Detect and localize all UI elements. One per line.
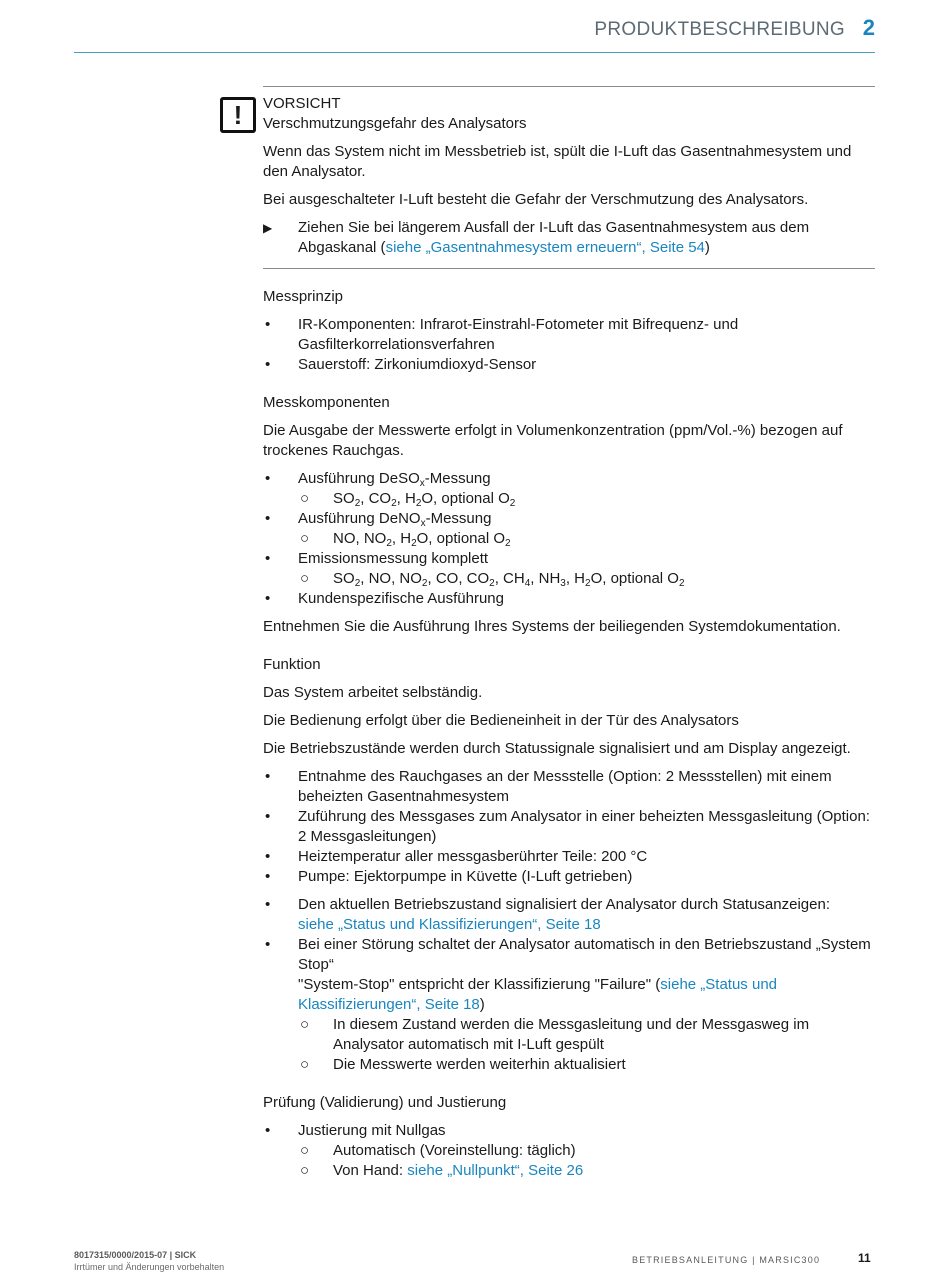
sub-list-item: ○ In diesem Zustand werden die Messgasleitung und der Messgasweg im Analysator automatisch mit I-Luft gespült	[300, 1016, 810, 1053]
paragraph: Entnehmen Sie die Ausführung Ihres Systems der beiliegenden Systemdokumentation.	[263, 618, 841, 635]
chapter-title: PRODUKTBESCHREIBUNG	[594, 19, 845, 40]
bullet-icon: •	[265, 896, 271, 913]
list-item: • Emissionsmessung komplett ○ $SO_2$, NO, $NO_2$, CO, $CO_2$, $CH_4$, $NH_3$, $H_2O$, optional $O_2$	[263, 549, 875, 589]
bullet-icon: •	[265, 768, 271, 785]
list-item: • IR-Komponenten: Infrarot-Einstrahl-Fotometer mit Bifrequenz- und Gasfilterkorrelationsverfahren	[265, 316, 739, 353]
footer-left	[74, 1249, 224, 1273]
bullet-icon: •	[265, 590, 271, 607]
sub-list-item: ○ Automatisch (Voreinstellung: täglich)	[300, 1142, 576, 1159]
funktion-status-list	[263, 895, 875, 1075]
circle-bullet-icon: ○	[300, 1016, 310, 1033]
list-item: • Bei einer Störung schaltet der Analysator automatisch in den Betriebszustand „System Stop“ "System-Stop" entspricht der Klassifizierung "Failure" (siehe „Status und Klassifizierungen“, Seite 18) ○ In diesem Zustand werden die Messgasleitung und der Messgasweg im Analysator automatisch mit I-Luft gespült ○ Die Messwerte werden weiterhin aktualisiert	[263, 935, 875, 1075]
paragraph: Die Bedienung erfolgt über die Bedieneinheit in der Tür des Analysators	[263, 712, 739, 729]
link-status-klassifizierungen[interactable]: siehe „Status und Klassifizierungen“, Seite 18	[298, 916, 601, 933]
page-header	[74, 16, 875, 53]
list-item: • Ausführung DeSO$_x$-Messung ○ $SO_2$, $CO_2$, $H_2O$, optional $O_2$	[263, 469, 875, 509]
bullet-icon: •	[265, 550, 271, 567]
link-status-klassifizierungen[interactable]: siehe „Status und Klassifizierungen“, Seite 18	[298, 976, 778, 1013]
list-item: • Pumpe: Ejektorpumpe in Küvette (I-Luft getrieben)	[265, 868, 633, 885]
sub-list-item: ○ NO, $NO_2$, $H_2O$, optional $O_2$	[300, 530, 511, 549]
bullet-icon: •	[265, 470, 271, 487]
manual-title: BETRIEBSANLEITUNG | MARSIC300	[632, 1255, 821, 1265]
caution-text: Wenn das System nicht im Messbetrieb ist, spült die I-Luft das Gasentnahmesystem und den Analysator.	[263, 143, 852, 180]
caution-action: ▶ Ziehen Sie bei längerem Ausfall der I-Luft das Gasentnahmesystem aus dem Abgaskanal (siehe „Gasentnahmesystem erneuern“, Seite 54)	[263, 219, 810, 256]
page-number: 11	[858, 1251, 871, 1265]
warning-icon: !	[220, 97, 256, 133]
section-heading-messkomponenten: Messkomponenten	[263, 394, 390, 411]
arrow-right-icon: ▶	[263, 221, 273, 235]
bullet-icon: •	[265, 868, 271, 885]
list-item: • Kundenspezifische Ausführung	[265, 590, 504, 607]
caution-subtitle: Verschmutzungsgefahr des Analysators	[263, 115, 527, 132]
list-item: • Sauerstoff: Zirkoniumdioxyd-Sensor	[265, 356, 537, 373]
funktion-list	[263, 767, 875, 887]
bullet-icon: •	[265, 1122, 271, 1139]
bullet-icon: •	[265, 356, 271, 373]
sub-list-item: ○ Die Messwerte werden weiterhin aktualisiert	[300, 1056, 626, 1073]
link-gasentnahmesystem[interactable]: siehe „Gasentnahmesystem erneuern“, Seite 54	[385, 239, 705, 256]
circle-bullet-icon: ○	[300, 1162, 310, 1179]
bullet-icon: •	[265, 510, 271, 527]
circle-bullet-icon: ○	[300, 570, 310, 587]
paragraph: Die Ausgabe der Messwerte erfolgt in Volumenkonzentration (ppm/Vol.-%) bezogen auf trockenes Rauchgas.	[263, 422, 843, 459]
section-heading-messprinzip: Messprinzip	[263, 288, 344, 305]
paragraph: Das System arbeitet selbständig.	[263, 684, 483, 701]
document-number: 8017315/0000/2015-07 | SICK	[74, 1250, 197, 1260]
caution-text: Bei ausgeschalteter I-Luft besteht die Gefahr der Verschmutzung des Analysators.	[263, 191, 809, 208]
circle-bullet-icon: ○	[300, 530, 310, 547]
bullet-icon: •	[265, 808, 271, 825]
messprinzip-list	[263, 315, 875, 375]
list-item: • Ausführung DeNO$_x$-Messung ○ NO, $NO_2$, $H_2O$, optional $O_2$	[263, 509, 875, 549]
caution-box	[233, 86, 875, 269]
caution-label: VORSICHT	[263, 95, 341, 112]
list-item: • Zuführung des Messgases zum Analysator in einer beheizten Messgasleitung (Option: 2 Messgasleitungen)	[265, 808, 870, 845]
sub-list-item: ○ Von Hand: siehe „Nullpunkt“, Seite 26	[300, 1162, 584, 1179]
page-content	[233, 86, 875, 1189]
chapter-number: 2	[862, 15, 875, 40]
pruefung-list	[263, 1121, 875, 1181]
sub-list-item: ○ $SO_2$, $CO_2$, $H_2O$, optional $O_2$	[300, 490, 516, 509]
link-nullpunkt[interactable]: siehe „Nullpunkt“, Seite 26	[407, 1162, 584, 1179]
bullet-icon: •	[265, 316, 271, 333]
list-item: • Heiztemperatur aller messgasberührter Teile: 200 °C	[265, 848, 648, 865]
section-heading-funktion: Funktion	[263, 656, 321, 673]
bullet-icon: •	[265, 936, 271, 953]
circle-bullet-icon: ○	[300, 1056, 310, 1073]
section-heading-pruefung: Prüfung (Validierung) und Justierung	[263, 1094, 507, 1111]
paragraph: Die Betriebszustände werden durch Statussignale signalisiert und am Display angezeigt.	[263, 740, 851, 757]
disclaimer: Irrtümer und Änderungen vorbehalten	[74, 1262, 225, 1272]
bullet-icon: •	[265, 848, 271, 865]
list-item: • Den aktuellen Betriebszustand signalisiert der Analysator durch Statusanzeigen: siehe „Status und Klassifizierungen“, Seite 18	[265, 896, 830, 933]
list-item: • Entnahme des Rauchgases an der Messstelle (Option: 2 Messstellen) mit einem beheizten Gasentnahmesystem	[265, 768, 832, 805]
circle-bullet-icon: ○	[300, 490, 310, 507]
messkomponenten-list	[263, 469, 875, 609]
sub-list-item: ○ $SO_2$, NO, $NO_2$, CO, $CO_2$, $CH_4$, $NH_3$, $H_2O$, optional $O_2$	[300, 570, 685, 589]
list-item: • Justierung mit Nullgas ○ Automatisch (Voreinstellung: täglich) ○ Von Hand: siehe „Nullpunkt“, Seite 26	[263, 1121, 875, 1181]
circle-bullet-icon: ○	[300, 1142, 310, 1159]
